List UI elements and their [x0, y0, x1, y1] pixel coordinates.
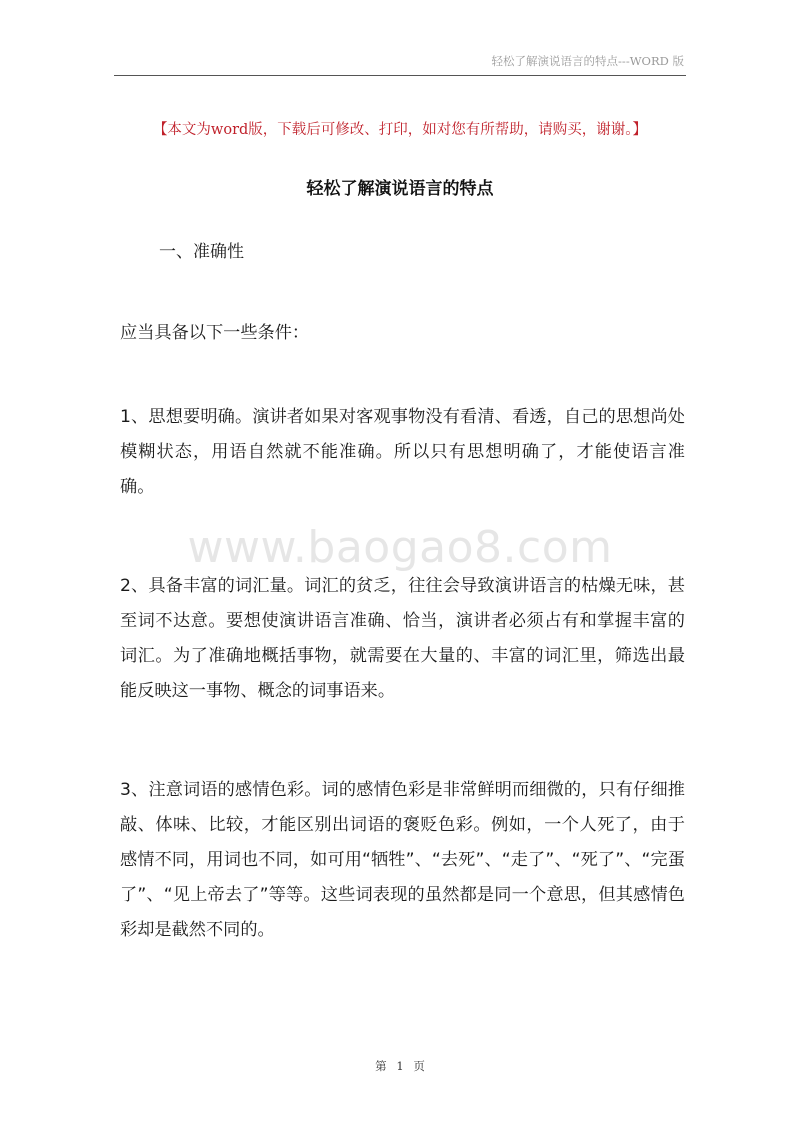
paragraph-point-3: 3、注意词语的感情色彩。词的感情色彩是非常鲜明而细微的，只有仔细推敲、体味、比较，才能区别出词语的褒贬色彩。例如，一个人死了，由于感情不同，用词也不同，如可用“牺牲”、“去死”、“走了”、“死了”、“完蛋了”、“见上帝去了”等等。这些词表现的虽然都是同一个意思，但其感情色彩却是截然不同的。: [120, 780, 685, 940]
paragraph-point-2: 2、具备丰富的词汇量。词汇的贫乏，往往会导致演讲语言的枯燥无味，甚至词不达意。要想使演讲语言准确、恰当，演讲者必须占有和掌握丰富的词汇。为了准确地概括事物，就需要在大量的、丰富的词汇里，筛选出最能反映这一事物、概念的词事语来。: [120, 576, 685, 701]
footer-suffix: 页: [413, 1059, 425, 1073]
page-number: 1: [396, 1059, 404, 1073]
section-heading: 一、准确性: [159, 242, 244, 262]
paragraph-point-1: 1、思想要明确。演讲者如果对客观事物没有看清、看透，自己的思想尚处模糊状态，用语自然就不能准确。所以只有思想明确了，才能使语言准确。: [120, 407, 685, 497]
footer-prefix: 第: [375, 1059, 387, 1073]
header-divider: [114, 75, 686, 76]
purchase-notice: 【本文为word版，下载后可修改、打印，如对您有所帮助，请购买，谢谢。】: [152, 122, 648, 138]
running-header: 轻松了解演说语言的特点---WORD 版: [491, 54, 684, 68]
watermark-text: www.baogao8.com: [187, 522, 613, 573]
paragraph-intro: 应当具备以下一些条件：: [120, 323, 310, 343]
page-footer: [0, 1058, 800, 1074]
document-title: 轻松了解演说语言的特点: [306, 179, 494, 199]
